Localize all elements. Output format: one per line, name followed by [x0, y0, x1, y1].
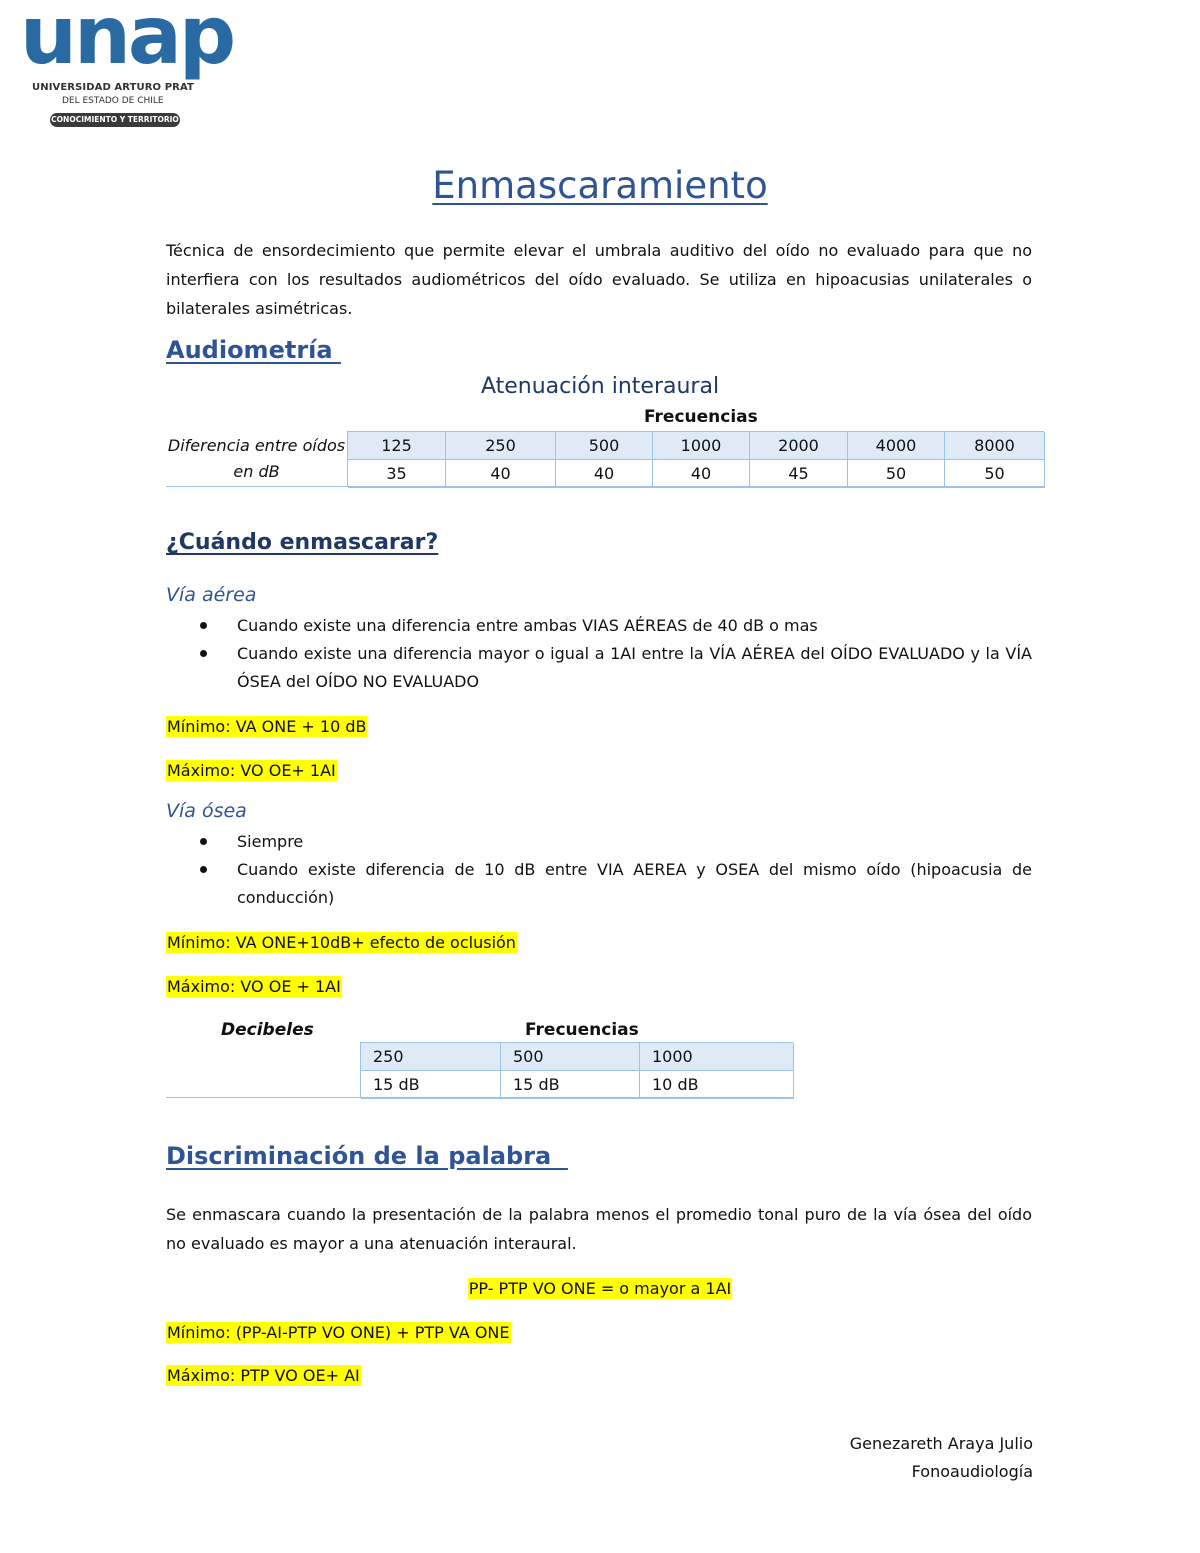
logo-wordmark: unap	[20, 0, 234, 82]
table2-row-label: Decibeles	[221, 1020, 314, 1040]
table1-freq-cell: 8000	[945, 432, 1045, 460]
highlighted-text: Mínimo: VA ONE + 10 dB	[167, 717, 367, 736]
highlighted-text: Mínimo: VA ONE+10dB+ efecto de oclusión	[167, 933, 516, 952]
table2-value-cell: 10 dB	[640, 1071, 794, 1099]
table1-value-cell: 50	[848, 460, 945, 488]
table1-value-cell: 45	[750, 460, 848, 488]
discriminacion-minimo	[166, 1322, 511, 1344]
attenuation-table	[166, 431, 1044, 487]
list-item	[166, 828, 1032, 856]
list-item-text: Siempre	[237, 832, 304, 851]
bullet-icon	[200, 622, 207, 629]
section-heading-audiometria: Audiometría	[166, 336, 341, 364]
document-title: Enmascaramiento	[432, 164, 768, 207]
via-aerea-list	[166, 612, 1032, 696]
discriminacion-maximo	[166, 1365, 361, 1387]
subheading-via-osea: Vía ósea	[166, 800, 247, 822]
bullet-icon	[200, 838, 207, 845]
logo-tagline: CONOCIMIENTO Y TERRITORIO	[50, 113, 180, 127]
subheading-via-aerea: Vía aérea	[166, 584, 257, 606]
table1-value-cell: 40	[446, 460, 556, 488]
discriminacion-paragraph: Se enmascara cuando la presentación de la palabra menos el promedio tonal puro de la vía ósea del oído no evaluado es mayor a una atenuación interaural.	[166, 1205, 1032, 1253]
table2-freq-cell: 500	[501, 1043, 640, 1071]
highlighted-text: Máximo: VO OE + 1AI	[167, 977, 341, 996]
highlighted-text: Máximo: VO OE+ 1AI	[167, 761, 336, 780]
table1-grid	[347, 431, 1044, 487]
via-osea-maximo	[166, 976, 342, 998]
table1-value-cell: 35	[348, 460, 446, 488]
table2-grid	[360, 1042, 793, 1098]
table1-freq-cell: 1000	[653, 432, 750, 460]
list-item	[166, 612, 1032, 640]
university-logo	[18, 0, 234, 132]
via-aerea-minimo	[166, 716, 367, 738]
table1-freq-cell: 500	[556, 432, 653, 460]
table1-freq-cell: 4000	[848, 432, 945, 460]
section-heading-cuando: ¿Cuándo enmascarar?	[166, 530, 439, 555]
list-item-text: Cuando existe diferencia de 10 dB entre VIA AEREA y OSEA del mismo oído (hipoacusia de conducción)	[237, 860, 1032, 907]
table1-freq-cell: 125	[348, 432, 446, 460]
via-osea-minimo	[166, 932, 517, 954]
list-item	[166, 856, 1032, 912]
highlighted-text: Máximo: PTP VO OE+ AI	[167, 1366, 360, 1385]
logo-university-name: UNIVERSIDAD ARTURO PRAT	[32, 82, 194, 93]
table1-row-label: Diferencia entre oídos en dB	[167, 436, 346, 481]
highlighted-text: PP- PTP VO ONE = o mayor a 1AI	[468, 1279, 732, 1298]
table1-freq-cell: 250	[446, 432, 556, 460]
table2-value-cell: 15 dB	[501, 1071, 640, 1099]
logo-university-subname: DEL ESTADO DE CHILE	[62, 96, 164, 106]
decibels-table	[166, 1042, 793, 1098]
section-heading-discriminacion: Discriminación de la palabra	[166, 1142, 568, 1170]
list-item-text: Cuando existe una diferencia mayor o igual a 1AI entre la VÍA AÉREA del OÍDO EVALUADO y la VÍA ÓSEA del OÍDO NO EVALUADO	[237, 644, 1032, 691]
table-title-atenuacion: Atenuación interaural	[480, 374, 720, 399]
author-program: Fonoaudiología	[911, 1462, 1033, 1481]
table2-value-cell: 15 dB	[361, 1071, 501, 1099]
highlighted-text: Mínimo: (PP-AI-PTP VO ONE) + PTP VA ONE	[167, 1323, 510, 1342]
list-item-text: Cuando existe una diferencia entre ambas VIAS AÉREAS de 40 dB o mas	[237, 616, 818, 635]
table1-value-cell: 40	[556, 460, 653, 488]
discriminacion-formula	[0, 1278, 1200, 1300]
table2-frequencies-label: Frecuencias	[525, 1020, 639, 1040]
table2-freq-cell: 250	[361, 1043, 501, 1071]
table1-value-cell: 40	[653, 460, 750, 488]
list-item	[166, 640, 1032, 696]
table1-freq-cell: 2000	[750, 432, 848, 460]
intro-paragraph: Técnica de ensordecimiento que permite elevar el umbrala auditivo del oído no evaluado para que no interfiera con los resultados audiométricos del oído evaluado. Se utiliza en hipoacusias unilaterales o bilaterales asimétricas.	[166, 241, 1032, 318]
via-osea-list	[166, 828, 1032, 912]
table1-value-cell: 50	[945, 460, 1045, 488]
author-name: Genezareth Araya Julio	[849, 1434, 1033, 1453]
via-aerea-maximo	[166, 760, 337, 782]
bullet-icon	[200, 650, 207, 657]
table2-freq-cell: 1000	[640, 1043, 794, 1071]
bullet-icon	[200, 866, 207, 873]
table1-frequencies-label: Frecuencias	[644, 407, 758, 427]
